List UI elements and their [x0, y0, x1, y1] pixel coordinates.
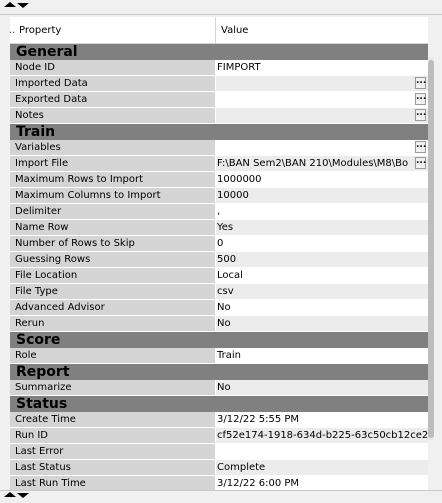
property-value[interactable]: Complete: [216, 460, 428, 475]
triangle-up-icon[interactable]: [4, 492, 16, 497]
property-value[interactable]: [216, 444, 428, 459]
property-value[interactable]: Yes: [216, 220, 428, 235]
section-header-report: Report: [10, 364, 428, 380]
property-name: Last Run Time: [10, 476, 215, 491]
property-name: Last Error: [10, 444, 215, 459]
property-value[interactable]: 3/12/22 6:00 PM: [216, 476, 428, 491]
property-value[interactable]: [216, 108, 428, 123]
property-value[interactable]: [216, 140, 428, 155]
property-value[interactable]: 500: [216, 252, 428, 267]
collapse-expand-toggle[interactable]: [4, 2, 30, 12]
triangle-down-icon[interactable]: [17, 493, 29, 498]
property-value[interactable]: 0: [216, 236, 428, 251]
section-header-status: Status: [10, 396, 428, 412]
property-value[interactable]: Train: [216, 348, 428, 363]
property-name: Maximum Columns to Import: [10, 188, 215, 203]
property-name: Name Row: [10, 220, 215, 235]
property-row[interactable]: [10, 284, 428, 300]
property-row[interactable]: [10, 268, 428, 284]
property-value[interactable]: 1000000: [216, 172, 428, 187]
property-value[interactable]: No: [216, 316, 428, 331]
property-row[interactable]: [10, 348, 428, 364]
property-row[interactable]: [10, 188, 428, 204]
property-name: File Type: [10, 284, 215, 299]
grid-rows: [10, 44, 428, 492]
property-name: Role: [10, 348, 215, 363]
property-row[interactable]: [10, 428, 428, 444]
collapse-expand-toggle-bottom[interactable]: [4, 492, 30, 502]
property-row[interactable]: [10, 444, 428, 460]
grid-header: [10, 17, 428, 44]
property-row[interactable]: [10, 92, 428, 108]
property-name: Node ID: [10, 60, 215, 75]
property-name: Guessing Rows: [10, 252, 215, 267]
property-name: Imported Data: [10, 76, 215, 91]
top-toolbar: [0, 0, 442, 15]
bottom-toolbar: [0, 490, 442, 503]
property-row[interactable]: [10, 60, 428, 76]
property-value[interactable]: 3/12/22 5:55 PM: [216, 412, 428, 427]
property-row[interactable]: [10, 140, 428, 156]
property-name: Maximum Rows to Import: [10, 172, 215, 187]
property-row[interactable]: [10, 460, 428, 476]
property-name: Create Time: [10, 412, 215, 427]
ellipsis-button[interactable]: ...: [415, 109, 426, 121]
ellipsis-button[interactable]: ...: [415, 157, 426, 169]
property-name: Variables: [10, 140, 215, 155]
property-row[interactable]: [10, 412, 428, 428]
property-name: Run ID: [10, 428, 215, 443]
property-value[interactable]: Local: [216, 268, 428, 283]
property-name: File Location: [10, 268, 215, 283]
value-column-header[interactable]: Value: [221, 25, 249, 36]
section-header-score: Score: [10, 332, 428, 348]
property-value[interactable]: ,: [216, 204, 428, 219]
property-name: Summarize: [10, 380, 215, 395]
property-row[interactable]: [10, 380, 428, 396]
property-row[interactable]: [10, 108, 428, 124]
ellipsis-button[interactable]: ...: [415, 77, 426, 89]
property-value[interactable]: FIMPORT: [216, 60, 428, 75]
property-name: Rerun: [10, 316, 215, 331]
property-value[interactable]: [216, 76, 428, 91]
property-name: Advanced Advisor: [10, 300, 215, 315]
property-grid: [10, 17, 428, 490]
property-row[interactable]: [10, 76, 428, 92]
property-value[interactable]: 10000: [216, 188, 428, 203]
ellipsis-button[interactable]: ...: [415, 141, 426, 153]
scrollbar-thumb[interactable]: [428, 60, 434, 438]
property-value[interactable]: No: [216, 380, 428, 395]
property-row[interactable]: [10, 300, 428, 316]
property-name: Exported Data: [10, 92, 215, 107]
triangle-up-icon[interactable]: [4, 2, 16, 7]
property-row[interactable]: [10, 156, 428, 172]
property-row[interactable]: [10, 252, 428, 268]
vertical-scrollbar[interactable]: [428, 58, 434, 440]
header-dots[interactable]: ..: [9, 25, 16, 36]
property-row[interactable]: [10, 172, 428, 188]
property-name: Last Status: [10, 460, 215, 475]
property-value[interactable]: csv: [216, 284, 428, 299]
property-name: Number of Rows to Skip: [10, 236, 215, 251]
property-value[interactable]: [216, 92, 428, 107]
property-row[interactable]: [10, 236, 428, 252]
property-name: Import File: [10, 156, 215, 171]
triangle-down-icon[interactable]: [17, 3, 29, 8]
property-row[interactable]: [10, 316, 428, 332]
property-value[interactable]: No: [216, 300, 428, 315]
section-header-general: General: [10, 44, 428, 60]
property-row[interactable]: [10, 204, 428, 220]
property-row[interactable]: [10, 220, 428, 236]
property-value[interactable]: cf52e174-1918-634d-b225-63c50cb12ce2: [217, 430, 429, 441]
column-divider[interactable]: [215, 17, 216, 43]
section-header-train: Train: [10, 124, 428, 140]
property-name: Delimiter: [10, 204, 215, 219]
property-value[interactable]: F:\BAN Sem2\BAN 210\Modules\M8\Bo: [216, 156, 428, 171]
property-column-header[interactable]: Property: [19, 25, 62, 36]
property-name: Notes: [10, 108, 215, 123]
ellipsis-button[interactable]: ...: [415, 93, 426, 105]
